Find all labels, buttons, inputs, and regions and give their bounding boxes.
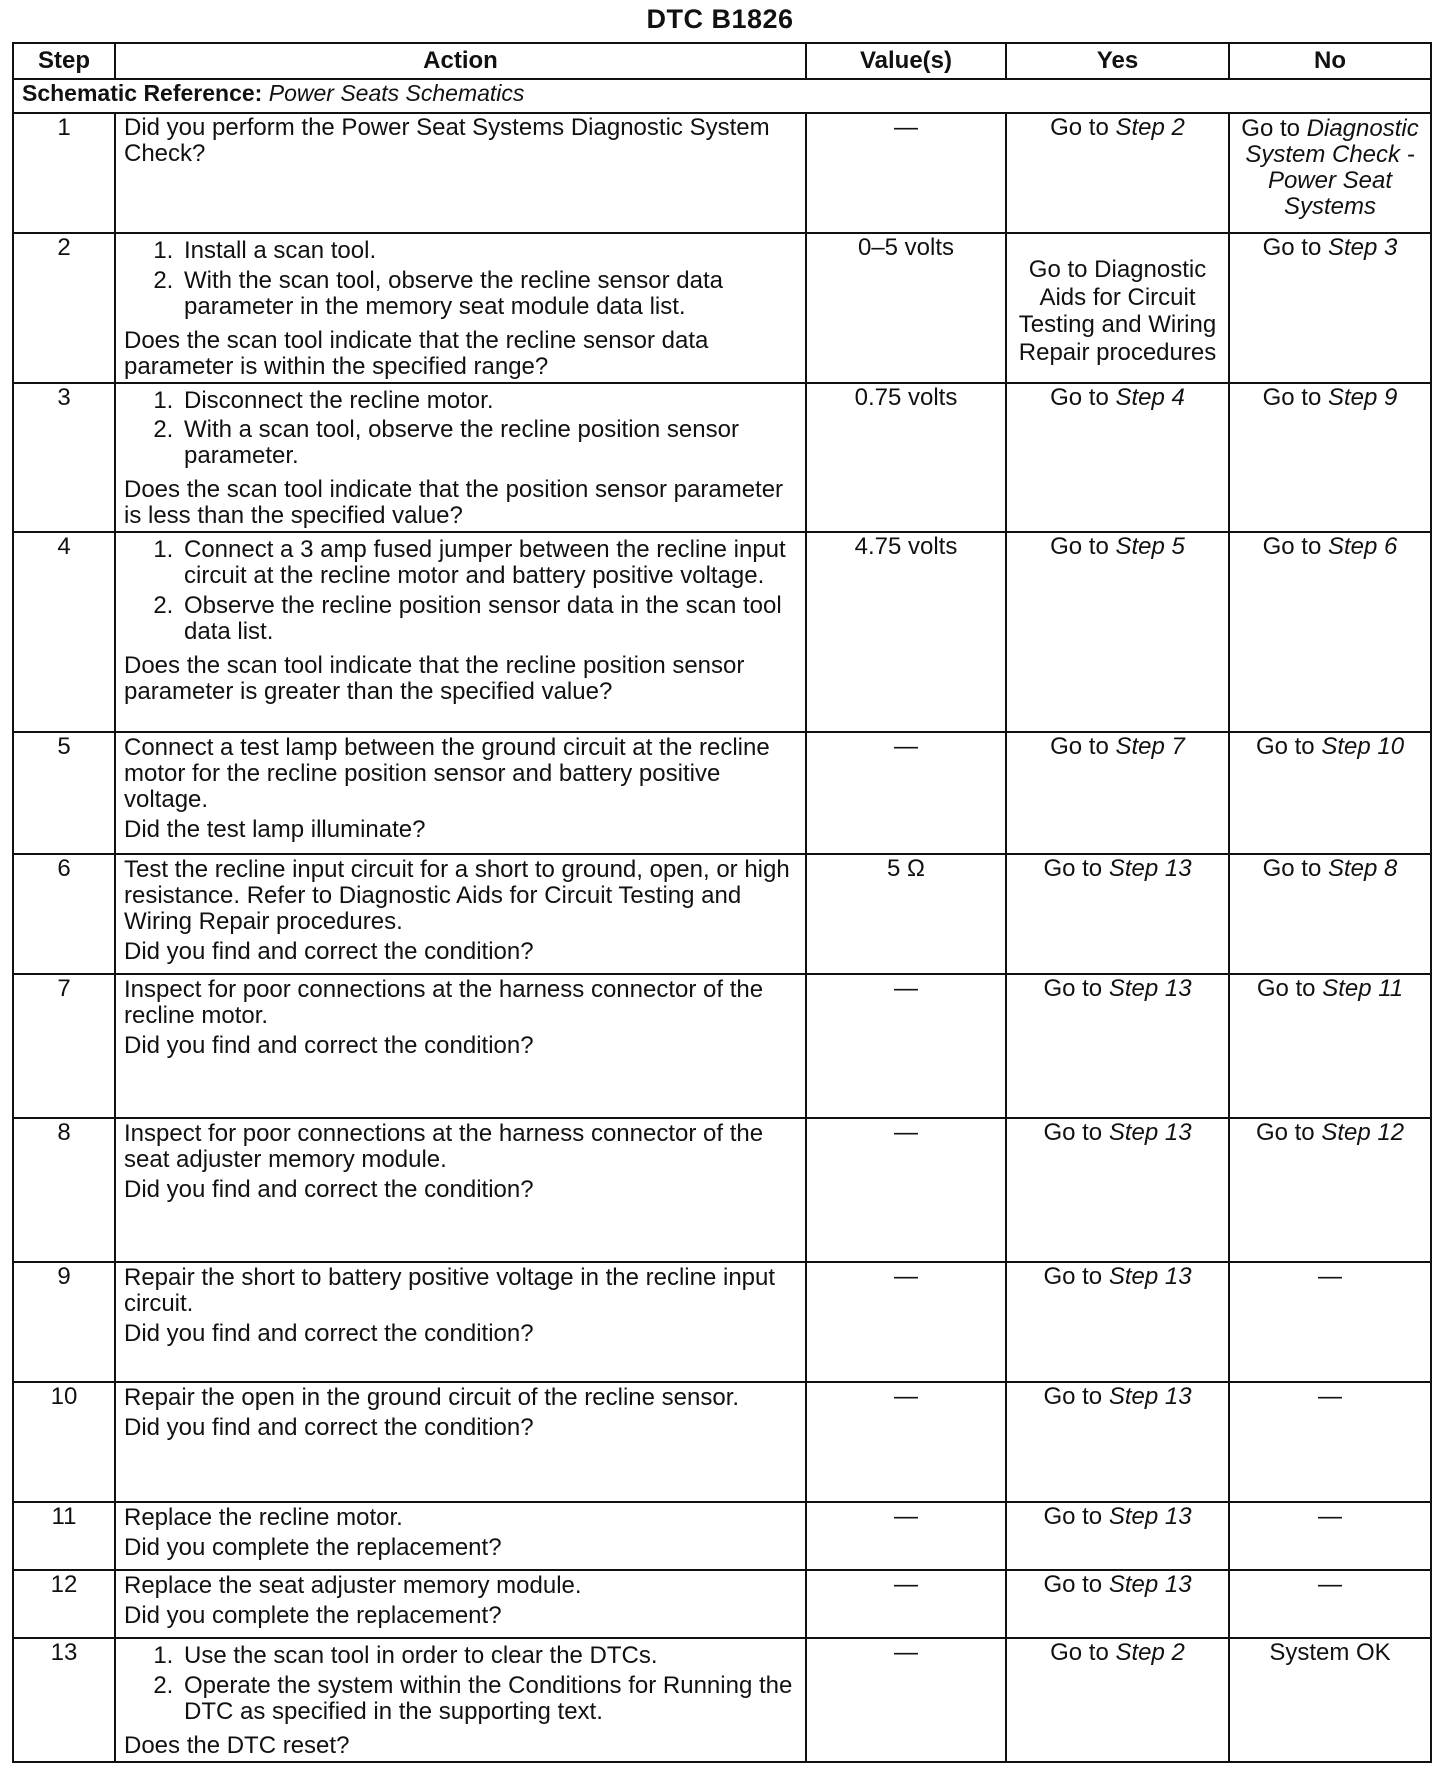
schematic-reference bbox=[13, 79, 1431, 113]
go-to-label: Go to bbox=[1262, 234, 1322, 261]
step-number: 9 bbox=[13, 1262, 115, 1382]
go-to-label: Go to bbox=[1050, 533, 1109, 561]
value-cell: — bbox=[806, 1502, 1006, 1570]
value-cell: 0–5 volts bbox=[806, 233, 1006, 383]
action-text: Test the recline input circuit for a short to ground, open, or high resistance. Refer to Diagnostic Aids for Circuit Testing and Wiring Repair procedures. bbox=[124, 856, 790, 935]
value-cell: 0.75 volts bbox=[806, 383, 1006, 533]
yes-step-link[interactable]: Step 13 bbox=[1108, 1119, 1192, 1147]
go-to-label: Go to bbox=[1262, 383, 1322, 411]
table-row bbox=[13, 113, 1431, 233]
action-cell bbox=[115, 1638, 806, 1762]
action-text: Replace the seat adjuster memory module. bbox=[124, 1572, 582, 1600]
yes-text[interactable]: Go to Diagnostic Aids for Circuit Testing and Wiring Repair procedures bbox=[1018, 256, 1217, 366]
page-title: DTC B1826 bbox=[646, 4, 794, 34]
value-cell: — bbox=[806, 1262, 1006, 1382]
yes-cell bbox=[1006, 1570, 1229, 1638]
yes-cell bbox=[1006, 233, 1229, 383]
go-to-label: Go to bbox=[1262, 533, 1322, 561]
no-text: System OK bbox=[1269, 1639, 1391, 1667]
go-to-label: Go to bbox=[1050, 1639, 1109, 1667]
value-cell: — bbox=[806, 1118, 1006, 1262]
yes-step-link[interactable]: Step 13 bbox=[1108, 855, 1192, 883]
action-question: Did you complete the replacement? bbox=[124, 1533, 502, 1561]
no-cell bbox=[1229, 532, 1431, 732]
go-to-label: Go to bbox=[1255, 1119, 1315, 1147]
table-row bbox=[13, 1638, 1431, 1762]
yes-cell bbox=[1006, 532, 1229, 732]
value-cell: — bbox=[806, 1570, 1006, 1638]
go-to-label: Go to bbox=[1255, 733, 1315, 761]
step-number: 2 bbox=[13, 233, 115, 383]
go-to-label: Go to bbox=[1043, 1571, 1103, 1599]
header-step: Step bbox=[13, 43, 115, 79]
action-cell bbox=[115, 233, 806, 383]
yes-step-link[interactable]: Step 13 bbox=[1108, 1503, 1192, 1531]
no-step-link[interactable]: Step 6 bbox=[1327, 533, 1398, 561]
no-step-link[interactable]: Step 8 bbox=[1327, 855, 1398, 883]
step-number: 10 bbox=[13, 1382, 115, 1502]
step-number: 13 bbox=[13, 1638, 115, 1762]
value-cell: — bbox=[806, 1382, 1006, 1502]
list-item: 2. Operate the system within the Conditions for Running the DTC as specified in the supporting text. bbox=[180, 1673, 797, 1725]
table-row bbox=[13, 732, 1431, 854]
no-cell bbox=[1229, 383, 1431, 533]
table-row bbox=[13, 1118, 1431, 1262]
action-cell bbox=[115, 1118, 806, 1262]
action-question: Did the test lamp illuminate? bbox=[124, 815, 426, 843]
header-no: No bbox=[1229, 43, 1431, 79]
action-cell bbox=[115, 113, 806, 233]
go-to-label: Go to bbox=[1043, 855, 1103, 883]
go-to-label: Go to bbox=[1050, 114, 1109, 141]
step-number: 5 bbox=[13, 732, 115, 854]
no-cell bbox=[1229, 854, 1431, 974]
list-item: 1. Use the scan tool in order to clear the DTCs. bbox=[180, 1643, 797, 1669]
action-question: Does the scan tool indicate that the recline sensor data parameter is within the specified range? bbox=[124, 326, 709, 380]
yes-cell bbox=[1006, 1502, 1229, 1570]
header-yes: Yes bbox=[1006, 43, 1229, 79]
action-question: Did you complete the replacement? bbox=[124, 1601, 502, 1629]
yes-cell bbox=[1006, 1118, 1229, 1262]
action-cell bbox=[115, 1262, 806, 1382]
dtc-table bbox=[12, 42, 1432, 1763]
list-item: 2. With a scan tool, observe the recline position sensor parameter. bbox=[180, 417, 797, 469]
list-item: 2. With the scan tool, observe the recline sensor data parameter in the memory seat module data list. bbox=[180, 268, 797, 320]
action-text: Did you perform the Power Seat Systems Diagnostic System Check? bbox=[124, 114, 770, 167]
no-cell bbox=[1229, 113, 1431, 233]
step-number: 8 bbox=[13, 1118, 115, 1262]
no-step-link[interactable]: Step 9 bbox=[1327, 383, 1398, 411]
go-to-label: Go to bbox=[1050, 733, 1109, 761]
value-cell: 5 Ω bbox=[806, 854, 1006, 974]
value-cell: — bbox=[806, 113, 1006, 233]
no-text: — bbox=[1318, 1383, 1342, 1411]
no-cell bbox=[1229, 1638, 1431, 1762]
action-list bbox=[124, 236, 797, 324]
go-to-label: Go to bbox=[1262, 855, 1322, 883]
go-to-label: Go to bbox=[1043, 1383, 1103, 1411]
table-row bbox=[13, 233, 1431, 383]
no-text: — bbox=[1318, 1571, 1342, 1599]
yes-step-link[interactable]: Step 13 bbox=[1108, 1263, 1192, 1291]
list-item: 2. Observe the recline position sensor data in the scan tool data list. bbox=[180, 593, 797, 645]
no-cell bbox=[1229, 1502, 1431, 1570]
yes-step-link[interactable]: Step 7 bbox=[1115, 733, 1185, 761]
action-text: Connect a test lamp between the ground circuit at the recline motor for the recline position sensor and battery positive voltage. bbox=[124, 734, 770, 813]
yes-step-link[interactable]: Step 13 bbox=[1108, 1383, 1192, 1411]
no-step-link[interactable]: Step 3 bbox=[1327, 234, 1398, 261]
go-to-label: Go to bbox=[1043, 1503, 1103, 1531]
action-cell bbox=[115, 383, 806, 533]
step-number: 7 bbox=[13, 974, 115, 1118]
list-item: 1. Disconnect the recline motor. bbox=[180, 388, 797, 414]
table-row bbox=[13, 1262, 1431, 1382]
header-action: Action bbox=[115, 43, 806, 79]
action-question: Does the scan tool indicate that the recline position sensor parameter is greater than the specified value? bbox=[124, 651, 745, 705]
action-question: Did you find and correct the condition? bbox=[124, 1031, 534, 1059]
no-cell bbox=[1229, 1262, 1431, 1382]
table-row bbox=[13, 1502, 1431, 1570]
action-cell bbox=[115, 974, 806, 1118]
table-row bbox=[13, 1570, 1431, 1638]
value-cell: — bbox=[806, 732, 1006, 854]
action-cell bbox=[115, 854, 806, 974]
header-values: Value(s) bbox=[806, 43, 1006, 79]
action-question: Did you find and correct the condition? bbox=[124, 1413, 534, 1441]
no-text: — bbox=[1318, 1503, 1342, 1531]
action-cell bbox=[115, 1570, 806, 1638]
table-row bbox=[13, 854, 1431, 974]
go-to-label: Go to bbox=[1043, 1119, 1103, 1147]
no-step-link[interactable]: Step 12 bbox=[1321, 1119, 1405, 1147]
action-cell bbox=[115, 1502, 806, 1570]
table-row bbox=[13, 1382, 1431, 1502]
yes-step-link[interactable]: Step 2 bbox=[1115, 114, 1185, 141]
schematic-label: Schematic Reference: bbox=[22, 80, 263, 106]
header-row bbox=[13, 43, 1431, 79]
step-number: 1 bbox=[13, 113, 115, 233]
table-row bbox=[13, 532, 1431, 732]
yes-cell bbox=[1006, 854, 1229, 974]
step-number: 11 bbox=[13, 1502, 115, 1570]
schematic-row bbox=[13, 79, 1431, 113]
value-cell: — bbox=[806, 974, 1006, 1118]
list-item: 1. Connect a 3 amp fused jumper between the recline input circuit at the recline motor and battery positive voltage. bbox=[180, 537, 797, 589]
go-to-label: Go to bbox=[1043, 1263, 1103, 1291]
yes-cell bbox=[1006, 1382, 1229, 1502]
yes-cell bbox=[1006, 383, 1229, 533]
table-row bbox=[13, 383, 1431, 533]
no-step-link[interactable]: Step 11 bbox=[1322, 975, 1404, 1003]
yes-cell bbox=[1006, 732, 1229, 854]
list-item: 1. Install a scan tool. bbox=[180, 238, 797, 264]
action-question: Did you find and correct the condition? bbox=[124, 1319, 534, 1347]
value-cell: 4.75 volts bbox=[806, 532, 1006, 732]
action-text: Repair the short to battery positive voltage in the recline input circuit. bbox=[124, 1264, 776, 1317]
value-cell: — bbox=[806, 1638, 1006, 1762]
no-cell bbox=[1229, 1382, 1431, 1502]
action-question: Did you find and correct the condition? bbox=[124, 1175, 534, 1203]
action-list bbox=[124, 535, 797, 649]
action-question: Does the DTC reset? bbox=[124, 1731, 350, 1759]
no-cell bbox=[1229, 732, 1431, 854]
no-cell bbox=[1229, 1118, 1431, 1262]
action-cell bbox=[115, 1382, 806, 1502]
action-text: Inspect for poor connections at the harness connector of the recline motor. bbox=[124, 976, 764, 1029]
yes-step-link[interactable]: Step 13 bbox=[1108, 975, 1192, 1003]
action-text: Repair the open in the ground circuit of the recline sensor. bbox=[124, 1384, 740, 1412]
action-list bbox=[124, 386, 797, 474]
action-list bbox=[124, 1641, 797, 1729]
yes-step-link[interactable]: Step 2 bbox=[1115, 1639, 1185, 1667]
yes-cell bbox=[1006, 113, 1229, 233]
yes-step-link[interactable]: Step 4 bbox=[1115, 383, 1185, 411]
no-step-link[interactable]: Step 10 bbox=[1321, 733, 1405, 761]
step-number: 3 bbox=[13, 383, 115, 533]
yes-cell bbox=[1006, 1638, 1229, 1762]
go-to-label: Go to bbox=[1043, 975, 1103, 1003]
step-number: 4 bbox=[13, 532, 115, 732]
go-to-label: Go to bbox=[1241, 115, 1300, 142]
schematic-link[interactable]: Power Seats Schematics bbox=[268, 80, 525, 106]
go-to-label: Go to bbox=[1256, 975, 1316, 1003]
yes-cell bbox=[1006, 1262, 1229, 1382]
no-text: — bbox=[1318, 1263, 1342, 1291]
action-text: Inspect for poor connections at the harness connector of the seat adjuster memory module. bbox=[124, 1120, 764, 1173]
no-cell bbox=[1229, 233, 1431, 383]
no-step-link[interactable]: Diagnostic System Check - Power Seat Systems bbox=[1245, 115, 1419, 220]
action-question: Did you find and correct the condition? bbox=[124, 937, 534, 965]
go-to-label: Go to bbox=[1050, 383, 1109, 411]
no-cell bbox=[1229, 974, 1431, 1118]
yes-step-link[interactable]: Step 13 bbox=[1108, 1571, 1192, 1599]
yes-cell bbox=[1006, 974, 1229, 1118]
action-cell bbox=[115, 732, 806, 854]
action-cell bbox=[115, 532, 806, 732]
action-text: Replace the recline motor. bbox=[124, 1504, 403, 1532]
yes-step-link[interactable]: Step 5 bbox=[1115, 533, 1185, 561]
step-number: 12 bbox=[13, 1570, 115, 1638]
no-cell bbox=[1229, 1570, 1431, 1638]
step-number: 6 bbox=[13, 854, 115, 974]
action-question: Does the scan tool indicate that the position sensor parameter is less than the specified value? bbox=[124, 476, 784, 530]
table-row bbox=[13, 974, 1431, 1118]
